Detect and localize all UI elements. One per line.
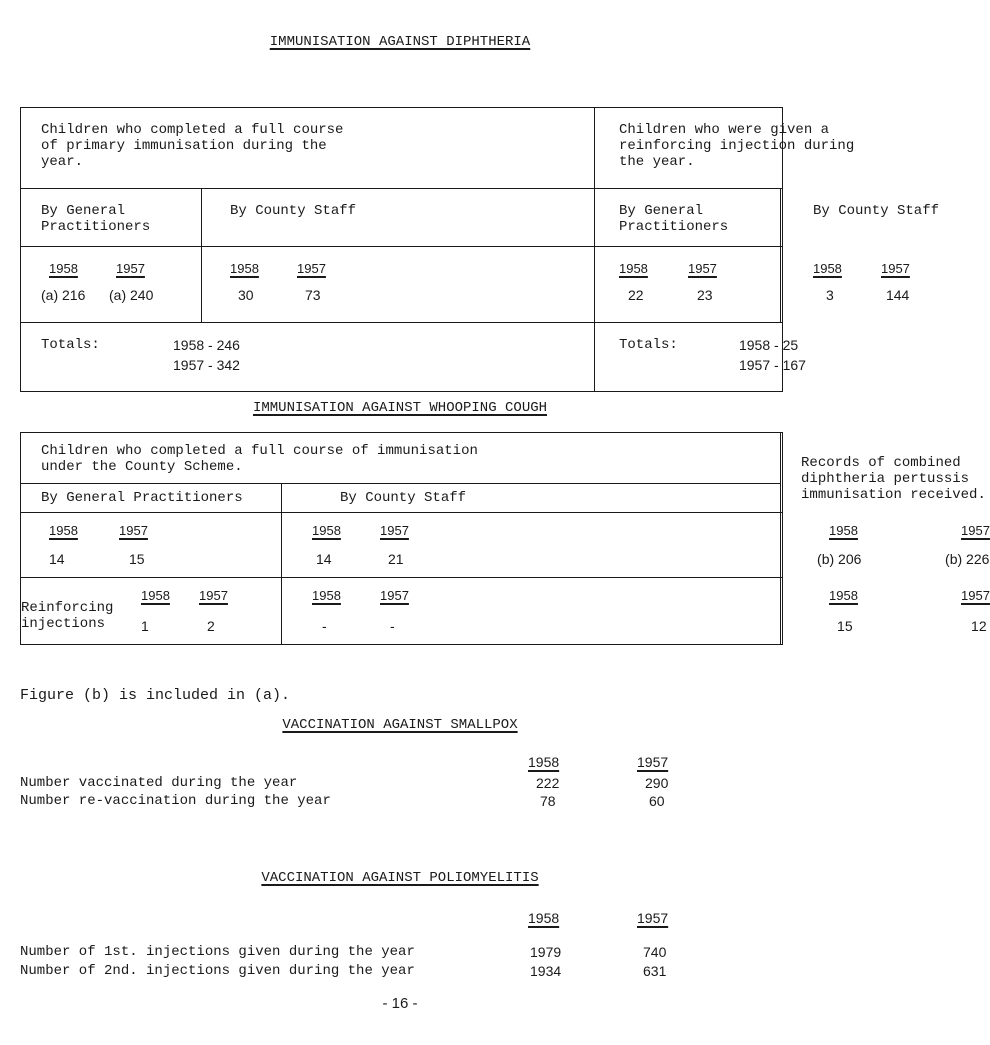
primary-county-label-cell xyxy=(202,189,595,247)
reinforcing-header xyxy=(594,108,855,189)
whooping-table xyxy=(20,432,990,645)
year-1957: 1957 xyxy=(380,588,409,603)
whooping-reinf-gp-1958: 1 xyxy=(141,618,149,634)
smallpox-year-1957: 1957 xyxy=(637,754,669,770)
year-1958: 1958 xyxy=(829,523,858,538)
polio-row-1958: 1979 xyxy=(530,944,562,960)
polio-year-1958: 1958 xyxy=(528,910,560,926)
whooping-main-header-text: Children who completed a full course of immunisation under the County Scheme. xyxy=(41,443,478,475)
year-1958: 1958 xyxy=(230,261,259,276)
whooping-county-1957: 21 xyxy=(388,551,404,567)
whooping-county-1958: 14 xyxy=(316,551,332,567)
primary-gp-label-cell xyxy=(21,189,202,247)
polio-row-1957: 740 xyxy=(643,944,667,960)
diphtheria-heading: IMMUNISATION AGAINST DIPHTHERIA xyxy=(269,34,531,50)
smallpox-row-1958: 78 xyxy=(540,793,556,809)
whooping-heading: IMMUNISATION AGAINST WHOOPING COUGH xyxy=(252,400,548,416)
year-1957: 1957 xyxy=(880,261,910,276)
year-1957: 1957 xyxy=(116,261,145,276)
smallpox-row-label: Number re-vaccination during the year xyxy=(20,793,331,809)
primary-course-header xyxy=(21,108,595,189)
reinf-gp-label-cell xyxy=(594,189,780,247)
whooping-gp-label: By General Practitioners xyxy=(41,490,243,506)
primary-totals-label: Totals: xyxy=(41,337,100,353)
smallpox-row-1957: 290 xyxy=(645,775,669,791)
whooping-reinf-county-1957: - xyxy=(390,618,395,634)
whooping-reinf-county-1958: - xyxy=(322,618,327,634)
year-1957: 1957 xyxy=(297,261,326,276)
whooping-reinf-county xyxy=(282,578,781,645)
year-1958: 1958 xyxy=(618,261,648,276)
year-1957: 1957 xyxy=(119,523,148,538)
reinf-gp-values xyxy=(594,247,780,323)
reinf-totals-1958: 1958 - 25 xyxy=(738,337,799,353)
primary-gp-1958: (a) 216 xyxy=(41,287,86,303)
whooping-reinf-gp xyxy=(21,578,282,645)
primary-county-1958: 30 xyxy=(238,287,254,303)
reinf-totals-1957: 1957 - 167 xyxy=(738,357,806,373)
polio-row-label: Number of 1st. injections given during the year xyxy=(20,944,415,960)
whooping-county-label: By County Staff xyxy=(340,490,467,506)
reinf-gp-label: By General Practitioners xyxy=(618,203,729,235)
year-1958: 1958 xyxy=(829,588,858,603)
year-1958: 1958 xyxy=(141,588,170,603)
year-1957: 1957 xyxy=(199,588,228,603)
primary-totals xyxy=(21,323,595,392)
whooping-gp-1958: 14 xyxy=(49,551,65,567)
smallpox-year-1958: 1958 xyxy=(528,754,560,770)
reinf-totals-label: Totals: xyxy=(618,337,678,353)
diphtheria-table xyxy=(20,107,940,392)
reinforcing-label: Reinforcing injections xyxy=(21,600,114,632)
reinf-county-label-cell xyxy=(780,189,940,247)
reinf-county-values xyxy=(780,247,910,323)
primary-totals-1957: 1957 - 342 xyxy=(173,357,240,373)
combined-values xyxy=(781,513,990,578)
primary-gp-label: By General Practitioners xyxy=(41,203,151,235)
reinf-county-1958: 3 xyxy=(825,287,834,303)
polio-year-1957: 1957 xyxy=(637,910,669,926)
whooping-reinf-combined-1958: 15 xyxy=(837,618,853,634)
reinf-gp-1958: 22 xyxy=(627,287,644,303)
primary-totals-1958: 1958 - 246 xyxy=(173,337,240,353)
combined-header xyxy=(781,433,986,513)
reinf-county-label: By County Staff xyxy=(812,203,940,219)
primary-county-1957: 73 xyxy=(305,287,321,303)
smallpox-row-label: Number vaccinated during the year xyxy=(20,775,298,791)
reinf-gp-1957: 23 xyxy=(696,287,713,303)
polio-heading: VACCINATION AGAINST POLIOMYELITIS xyxy=(261,870,539,886)
whooping-gp-1957: 15 xyxy=(129,551,145,567)
combined-1957: (b) 226 xyxy=(945,551,990,567)
primary-gp-1957: (a) 240 xyxy=(109,287,154,303)
whooping-reinf-combined xyxy=(781,578,990,645)
combined-1958: (b) 206 xyxy=(817,551,862,567)
whooping-gp-label-cell xyxy=(21,484,282,513)
smallpox-heading: VACCINATION AGAINST SMALLPOX xyxy=(282,717,518,733)
polio-row-1957: 631 xyxy=(643,963,667,979)
figure-note: Figure (b) is included in (a). xyxy=(20,687,291,704)
year-1958: 1958 xyxy=(49,261,78,276)
polio-row-1958: 1934 xyxy=(530,963,562,979)
reinf-totals xyxy=(594,323,806,392)
primary-county-label: By County Staff xyxy=(230,203,357,219)
primary-gp-values xyxy=(21,247,202,323)
page-number: - 16 - xyxy=(382,995,418,1012)
reinf-county-1957: 144 xyxy=(885,287,910,303)
polio-row-label: Number of 2nd. injections given during the year xyxy=(20,963,415,979)
smallpox-row-1958: 222 xyxy=(536,775,560,791)
year-1958: 1958 xyxy=(312,588,341,603)
reinforcing-header-text: Children who were given a reinforcing injection during the year. xyxy=(618,122,855,170)
combined-header-text: Records of combined diphtheria pertussis immunisation received. xyxy=(801,455,986,503)
year-1958: 1958 xyxy=(812,261,842,276)
whooping-county-label-cell xyxy=(282,484,781,513)
year-1957: 1957 xyxy=(961,523,990,538)
year-1957: 1957 xyxy=(961,588,990,603)
whooping-main-header xyxy=(21,433,781,484)
year-1958: 1958 xyxy=(312,523,341,538)
primary-course-header-text: Children who completed a full course of primary immunisation during the year. xyxy=(41,122,344,170)
year-1957: 1957 xyxy=(687,261,717,276)
whooping-reinf-gp-1957: 2 xyxy=(207,618,215,634)
year-1957: 1957 xyxy=(380,523,409,538)
smallpox-row-1957: 60 xyxy=(649,793,665,809)
whooping-gp-values xyxy=(21,513,282,578)
whooping-reinf-combined-1957: 12 xyxy=(971,618,987,634)
primary-county-values xyxy=(202,247,595,323)
year-1958: 1958 xyxy=(49,523,78,538)
whooping-county-values xyxy=(282,513,781,578)
